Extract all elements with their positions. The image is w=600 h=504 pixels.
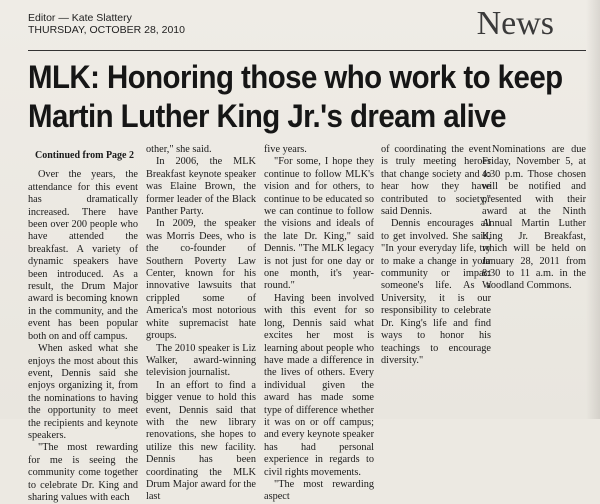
article-column-3 — [264, 144, 374, 504]
article-column-5 — [482, 144, 586, 293]
paragraph: When asked what she enjoys the most about this event, Dennis said she enjoys organizing it, from the nominations to having the opportunity to meet the recipients and keynote speakers. — [28, 343, 138, 441]
article-headline: MLK: Honoring those who work to keep Martin Luther King Jr.'s dream alive — [28, 59, 563, 134]
section-title: News — [476, 5, 554, 42]
issue-date: THURSDAY, OCTOBER 28, 2010 — [28, 24, 185, 36]
article-column-4 — [381, 144, 491, 367]
paragraph: five years. — [264, 144, 307, 155]
header-rule — [28, 50, 586, 51]
paragraph: In 2009, the speaker was Morris Dees, who is the co-founder of Southern Poverty Law Center, known for his innovative lawsuits that crippled some of America's most notorious white supremacist hate groups. — [146, 218, 256, 342]
paragraph: "The most rewarding for me is seeing the community come together to celebrate Dr. King and sharing values with each — [28, 442, 138, 503]
paragraph: "The most rewarding aspect — [264, 478, 374, 503]
page-edge-shadow — [586, 0, 600, 419]
paragraph: Nominations are due Friday, November 5, at 4:30 p.m. Those chosen will be notified and presented with their award at the Ninth Annual Martin Luther King Jr. Breakfast, which will be held on January 28, 2011 from 8:30 to 11 a.m. in the Woodland Commons. — [482, 144, 586, 292]
continued-from-label: Continued from Page 2 — [35, 150, 134, 161]
paragraph: The 2010 speaker is Liz Walker, award-winning television journalist. — [146, 342, 256, 379]
paragraph: of coordinating the event is truly meeting heroes that change society and to hear how they have contributed to society," said Dennis. — [381, 144, 491, 218]
dateline — [28, 12, 185, 36]
paragraph: Over the years, the attendance for this event has dramatically increased. There have been over 200 people who have attended the breakfast. A variety of dynamic speakers have been introduced. As a result, the Drum Major award is becoming known in the community, and the event has been popular both on and off campus. — [28, 169, 138, 342]
paragraph: Dennis encourages all to get involved. She said, "In your everyday life, try to make a change in your community or impact someone's life. As a University, it is our responsibility to celebrate Dr. King's life and find ways to honor his teachings to encourage diversity." — [381, 218, 491, 366]
paragraph: other," she said. — [146, 144, 212, 155]
paragraph: In 2006, the MLK Breakfast keynote speaker was Elaine Brown, the former leader of the Black Panther Party. — [146, 156, 256, 218]
editor-credit: Editor — Kate Slattery — [28, 12, 132, 24]
article-column-2 — [146, 144, 256, 504]
paragraph: "For some, I hope they continue to follow MLK's vision and for others, to continue to be educated so we can continue to follow the visions and ideals of the late Dr. King," said Dennis. "The MLK legacy is not just for one day or one month, it's year-round." — [264, 156, 374, 292]
article-column-1 — [28, 150, 138, 504]
paragraph: In an effort to find a bigger venue to hold this event, Dennis said that with the new library renovations, she hopes to utilize this new facility. Dennis has been coordinating the MLK Drum Major award for the last — [146, 379, 256, 503]
paragraph: Having been involved with this event for so long, Dennis said what excites her most is learning about people who have made a difference in the lives of others. Every individual given the award has made some type of difference whether it was on or off campus; and every keynote speaker has had personal experience in regards to civil rights movements. — [264, 292, 374, 478]
